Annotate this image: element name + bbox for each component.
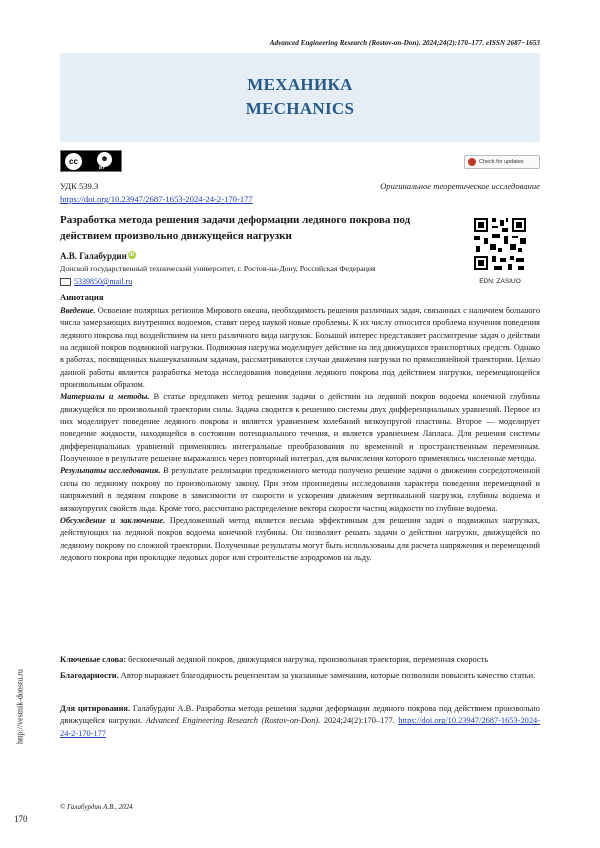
envelope-icon bbox=[60, 278, 71, 286]
results-text: В результате реализации предложенного метода получено решение задачи о движении сосредоточенной силы по ледяному покрову по произвольному закону. При этом произведены исследования характера поведения перемещений и напряжений в ледяном покрове в зависимости от скорости и ускорения движения вертикальной нагрузки, глубины водоема и вязкоупругих свойств льда. Кроме того, рассчитано распределение вектора скорости частиц жидкости по глубине водоема. bbox=[60, 466, 540, 513]
author-email bbox=[60, 277, 132, 286]
author-name bbox=[60, 251, 136, 261]
running-head: Advanced Engineering Research (Rostov-on-Don). 2024;24(2):170–177. eISSN 2687−1653 bbox=[269, 39, 540, 47]
results-label: Результаты исследования. bbox=[60, 466, 161, 476]
doi-link[interactable]: https://doi.org/10.23947/2687-1653-2024-24-2-170-177 bbox=[60, 194, 253, 204]
acknowledgements-label: Благодарности. bbox=[60, 671, 119, 680]
section-title-en: MECHANICS bbox=[245, 99, 355, 118]
acknowledgements-text: Автор выражает благодарность рецензентам за указанные замечания, которые позволили повысить качество статьи. bbox=[118, 671, 536, 680]
methods-text: В статье предложен метод решения задачи о действии на ледяной покров водоема конечной глубины движущейся по произвольной траектории силы. Задача сводится к решению системы двух дифференциальных уравнений. Первое из них моделирует поведение ледяного покрова и является уравнением колебаний вязкоупругой пластины. Второе — моделирует поведение жидкости, находящейся в состоянии потенциального течения, и является уравнением Лапласа. Для решения системы дифференциальных уравнений применялись интегральные преобразования по временной и пространственным переменным. Полученное в результате решение выражалось через повторный интеграл, для вычисления которого применялись численные методы. bbox=[60, 392, 540, 464]
acknowledgements bbox=[60, 670, 540, 682]
discussion-text: Предложенный метод является весьма эффективным для решения задач о подвижных нагрузках, действующих на ледяной покров водоема конечной глубины. Он позволяет решать задачи о действии нагрузки, движущейся по ледяному покрову по сложной траектории. Полученные результаты могут быть использованы для расчета напряжения и перемещений ледового покрова при прокладке ледовых дорог или строительстве аэродромов на льду. bbox=[60, 515, 540, 562]
cc-label: cc bbox=[65, 153, 82, 170]
section-banner bbox=[60, 53, 540, 142]
abstract-discussion bbox=[60, 515, 540, 564]
abstract-introduction bbox=[60, 305, 540, 391]
by-person-icon: ☻ bbox=[97, 152, 112, 167]
udk-code: УДК 539.3 bbox=[60, 181, 99, 191]
citation-label: Для цитирования. bbox=[60, 704, 131, 713]
abstract-methods bbox=[60, 391, 540, 465]
email-link[interactable]: 5339850@mail.ru bbox=[74, 277, 133, 286]
keywords-label: Ключевые слова: bbox=[60, 655, 127, 664]
abstract-results bbox=[60, 465, 540, 514]
citation-text: Галабурдин А.В. Разработка метода решения задачи деформации ледяного покрова под действием произвольно движущейся нагрузки. bbox=[60, 704, 540, 726]
edn-code: EDN: ZASIUO bbox=[479, 278, 521, 285]
journal-url-sidebar bbox=[14, 640, 26, 780]
intro-text: Освоение полярных регионов Мирового океана, необходимость решения различных задач, связанных с наличием большого числа замерзающих внутренних водоемов, ставят перед наукой новые проблемы. К их числу относится проблема изучения поведения ледяного покрова под воздействием на него различного вида нагрузок. Большой интерес представляет рассмотрение задач о действии на ледяной покров подвижной нагрузки. Подвижная нагрузка моделирует действие на лед движущихся транспортных средств. Однако в работах, посвященных вышеуказанным задачам, рассматриваются случаи движения нагрузки по прямолинейной траектории. Целью данной работы является разработка метода исследования поведения ледяного покрова под действием нагрузки, перемещающейся произвольным образом. bbox=[60, 306, 540, 390]
journal-url[interactable]: http://vestnik-donstu.ru bbox=[15, 669, 25, 744]
copyright: © Галабурдин А.В., 2024 bbox=[60, 803, 133, 811]
check-for-updates-label: Check for updates bbox=[479, 159, 524, 165]
author-affiliation: Донской государственный технический университет, г. Ростов-на-Дону, Российская Федерация bbox=[60, 264, 376, 273]
citation bbox=[60, 703, 540, 740]
citation-journal: Advanced Engineering Research (Rostov-on-Don). bbox=[145, 716, 321, 726]
article-type: Оригинальное теоретическое исследование bbox=[380, 181, 540, 191]
keywords bbox=[60, 654, 540, 666]
crossmark-icon bbox=[468, 158, 476, 166]
section-title-ru: МЕХАНИКА bbox=[247, 75, 353, 94]
qr-code-icon[interactable] bbox=[472, 216, 528, 272]
citation-doi-link[interactable]: https://doi.org/10.23947/2687-1653-2024-24-2-170-177 bbox=[60, 716, 541, 738]
orcid-icon[interactable]: iD bbox=[129, 252, 135, 258]
author-name-text: А.В. Галабурдин bbox=[60, 251, 127, 261]
abstract-body bbox=[60, 305, 540, 564]
check-for-updates-button[interactable] bbox=[464, 155, 540, 169]
citation-details: 2024;24(2):170–177. bbox=[320, 716, 395, 726]
abstract-heading: Аннотация bbox=[60, 292, 104, 302]
keywords-text: бесконечный ледяной покров, движущаяся нагрузка, произвольная траектория, переменная скорость bbox=[126, 655, 489, 664]
article-title: Разработка метода решения задачи деформации ледяного покрова под действием произвольно движущейся нагрузки bbox=[60, 214, 411, 242]
creative-commons-icon[interactable] bbox=[60, 150, 122, 172]
page-number: 170 bbox=[14, 814, 28, 824]
intro-label: Введение. bbox=[60, 306, 96, 315]
methods-label: Материалы и методы. bbox=[60, 392, 150, 402]
discussion-label: Обсуждение и заключение. bbox=[60, 515, 166, 525]
by-label: BY bbox=[99, 165, 106, 170]
